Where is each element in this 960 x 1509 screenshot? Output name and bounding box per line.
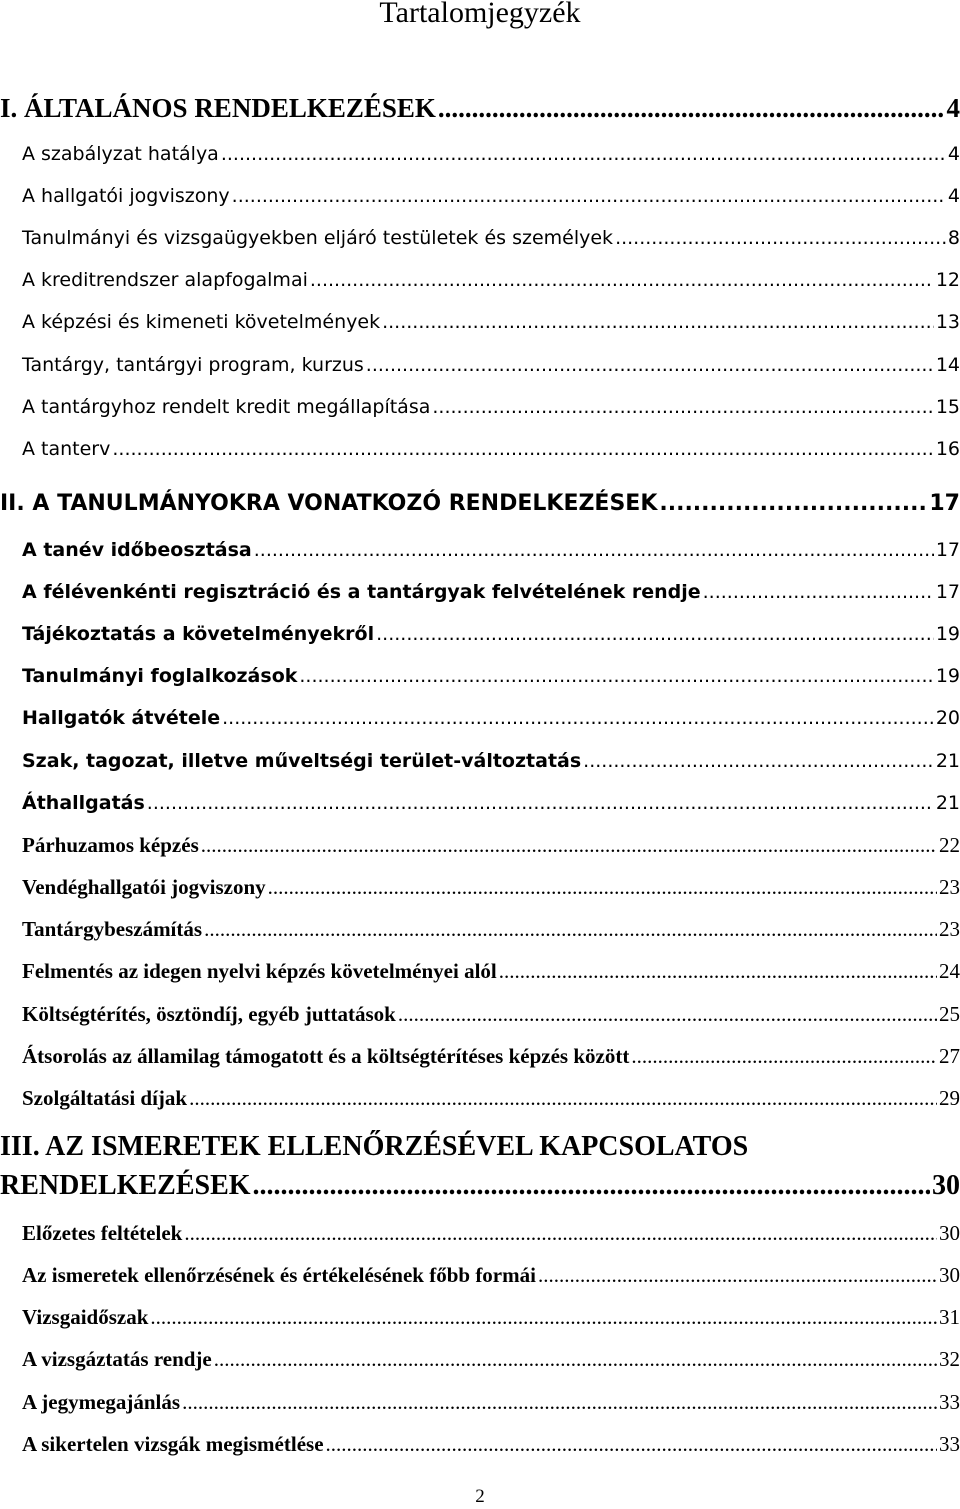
dot-leader: [310, 268, 934, 292]
dot-leader: [583, 749, 934, 773]
dot-leader: [147, 791, 934, 815]
toc-entry[interactable]: [22, 427, 960, 461]
dot-leader: [112, 437, 933, 461]
dot-leader: [254, 538, 934, 562]
toc-entry-label: Az ismeretek ellenőrzésének és értékelésének főbb formái: [22, 1263, 536, 1287]
toc-entry-label: RENDELKEZÉSEK: [0, 1170, 251, 1201]
toc-entry[interactable]: [22, 258, 960, 292]
page-title: Tartalomjegyzék: [379, 0, 581, 29]
toc-entry-page: 30: [932, 1170, 960, 1201]
dot-leader: [232, 184, 946, 208]
toc-entry-label: Átsorolás az államilag támogatott és a költségtérítéses képzés között: [22, 1044, 630, 1068]
toc-entry-label: A tantárgyhoz rendelt kredit megállapítása: [22, 396, 431, 418]
toc-entry-label: II. A TANULMÁNYOKRA VONATKOZÓ RENDELKEZÉSEK: [0, 491, 658, 516]
toc-entry-page: 17: [929, 491, 960, 516]
toc-entry[interactable]: [22, 865, 960, 899]
dot-leader: [201, 833, 937, 857]
toc-entry[interactable]: [22, 992, 960, 1026]
dot-leader: [398, 1002, 937, 1026]
dot-leader: [499, 959, 937, 983]
toc-entry-label: Tantárgy, tantárgyi program, kurzus: [22, 354, 364, 376]
toc-entry-label: A vizsgáztatás rendje: [22, 1347, 212, 1371]
dot-leader: [184, 1221, 937, 1245]
toc-entry[interactable]: [22, 570, 960, 604]
dot-leader: [538, 1263, 937, 1287]
toc-entry[interactable]: [22, 1253, 960, 1287]
toc-entry-page: 13: [935, 311, 960, 333]
toc-entry[interactable]: [22, 739, 960, 773]
toc-entry-label: Szolgáltatási díjak: [22, 1086, 188, 1110]
dot-leader: [299, 664, 933, 688]
toc-entry-page: 24: [939, 959, 960, 983]
toc-entry[interactable]: [22, 343, 960, 377]
toc-entry[interactable]: [22, 1380, 960, 1414]
toc-entry-page: 19: [935, 665, 960, 687]
toc-entry-label: Párhuzamos képzés: [22, 833, 199, 857]
toc-entry-label: A kreditrendszer alapfogalmai: [22, 269, 308, 291]
toc-entry[interactable]: [22, 612, 960, 646]
toc-entry[interactable]: [22, 781, 960, 815]
toc-entry-label: Vendéghallgatói jogviszony: [22, 875, 266, 899]
toc-entry-label: Költségtérítés, ösztöndíj, egyéb juttatások: [22, 1002, 396, 1026]
toc-entry-page: 4: [947, 185, 960, 207]
dot-leader: [150, 1305, 937, 1329]
toc-entry-page: 12: [935, 269, 960, 291]
toc-entry-label: Szak, tagozat, illetve műveltségi terület-változtatás: [22, 750, 582, 772]
toc-entry-page: 30: [939, 1221, 960, 1245]
toc-entry-label: Tájékoztatás a követelményekről: [22, 623, 375, 645]
toc-entry[interactable]: [22, 216, 960, 250]
toc-entry-page: 30: [939, 1263, 960, 1287]
toc-entry[interactable]: [22, 1034, 960, 1068]
toc-entry[interactable]: [22, 907, 960, 941]
toc-section-1[interactable]: [0, 88, 960, 122]
toc-entry-page: 4: [947, 143, 960, 165]
toc-entry[interactable]: [22, 300, 960, 334]
toc-entry[interactable]: [22, 823, 960, 857]
toc-entry-page: 29: [939, 1086, 960, 1110]
toc-entry-label: Áthallgatás: [22, 792, 145, 814]
dot-leader: [438, 94, 945, 122]
toc-entry[interactable]: [22, 654, 960, 688]
toc-entry-label: Tanulmányi foglalkozások: [22, 665, 298, 687]
dot-leader: [631, 1044, 937, 1068]
toc-entry-page: 31: [939, 1305, 960, 1329]
toc-entry[interactable]: [22, 1422, 960, 1456]
dot-leader: [268, 875, 937, 899]
toc-entry[interactable]: [22, 1211, 960, 1245]
dot-leader: [382, 310, 934, 334]
toc-entry-page: 4: [946, 93, 960, 123]
toc-entry-page: 33: [939, 1432, 960, 1456]
toc-entry-label: A félévenkénti regisztráció és a tantárgyak felvételének rendje: [22, 581, 701, 603]
dot-leader: [703, 580, 934, 604]
toc-entry-page: 17: [935, 539, 960, 561]
toc-entry-page: 25: [939, 1002, 960, 1026]
toc-entry-label: A szabályzat hatálya: [22, 143, 219, 165]
toc-entry-label: Vizsgaidőszak: [22, 1305, 149, 1329]
toc-section-3[interactable]: [0, 1166, 960, 1200]
toc-entry-page: 21: [935, 792, 960, 814]
dot-leader: [222, 706, 934, 730]
toc-entry-page: 33: [939, 1390, 960, 1414]
toc-entry-page: 32: [939, 1347, 960, 1371]
dot-leader: [659, 492, 927, 516]
toc-entry-page: 19: [935, 623, 960, 645]
toc-entry-page: 22: [939, 833, 960, 857]
dot-leader: [615, 226, 946, 250]
toc-entry-page: 23: [939, 875, 960, 899]
toc-entry-page: 20: [935, 707, 960, 729]
dot-leader: [214, 1347, 937, 1371]
page-number: 2: [475, 1486, 485, 1507]
dot-leader: [376, 622, 934, 646]
toc-section-2[interactable]: [0, 482, 960, 516]
dot-leader: [204, 917, 937, 941]
toc-entry-label: I. ÁLTALÁNOS RENDELKEZÉSEK: [0, 93, 436, 123]
toc-entry[interactable]: [22, 949, 960, 983]
toc-entry[interactable]: [22, 1076, 960, 1110]
toc-entry[interactable]: [22, 385, 960, 419]
toc-entry-page: 27: [939, 1044, 960, 1068]
toc-entry-label: Felmentés az idegen nyelvi képzés követelményei alól: [22, 959, 497, 983]
toc-entry[interactable]: [22, 132, 960, 166]
toc-entry-label: A tanév időbeosztása: [22, 539, 252, 561]
toc-entry-label: Hallgatók átvétele: [22, 707, 221, 729]
toc-entry-page: 8: [947, 227, 960, 249]
toc-entry[interactable]: [22, 1337, 960, 1371]
toc-entry-label: A képzési és kimeneti követelmények: [22, 311, 381, 333]
toc-section-3-line1[interactable]: III. AZ ISMERETEK ELLENŐRZÉSÉVEL KAPCSOLATOS: [0, 1131, 749, 1162]
dot-leader: [189, 1086, 937, 1110]
toc-entry-page: 16: [935, 438, 960, 460]
toc-entry-label: A sikertelen vizsgák megismétlése: [22, 1432, 324, 1456]
dot-leader: [432, 395, 933, 419]
toc-entry-page: 15: [935, 396, 960, 418]
dot-leader: [366, 353, 934, 377]
toc-entry-label: Tanulmányi és vizsgaügyekben eljáró testületek és személyek: [22, 227, 614, 249]
toc-entry[interactable]: [22, 174, 960, 208]
toc-entry[interactable]: [22, 696, 960, 730]
toc-entry-label: A tanterv: [22, 438, 111, 460]
toc-entry-label: Előzetes feltételek: [22, 1221, 183, 1245]
toc-entry-page: 14: [935, 354, 960, 376]
dot-leader: [326, 1432, 937, 1456]
dot-leader: [253, 1172, 930, 1200]
toc-entry[interactable]: [22, 1295, 960, 1329]
toc-entry-page: 17: [935, 581, 960, 603]
toc-entry-label: A jegymegajánlás: [22, 1390, 181, 1414]
toc-entry-page: 21: [935, 750, 960, 772]
dot-leader: [221, 142, 946, 166]
toc-entry[interactable]: [22, 528, 960, 562]
toc-entry-label: A hallgatói jogviszony: [22, 185, 230, 207]
dot-leader: [182, 1390, 937, 1414]
toc-entry-page: 23: [939, 917, 960, 941]
toc-entry-label: Tantárgybeszámítás: [22, 917, 203, 941]
